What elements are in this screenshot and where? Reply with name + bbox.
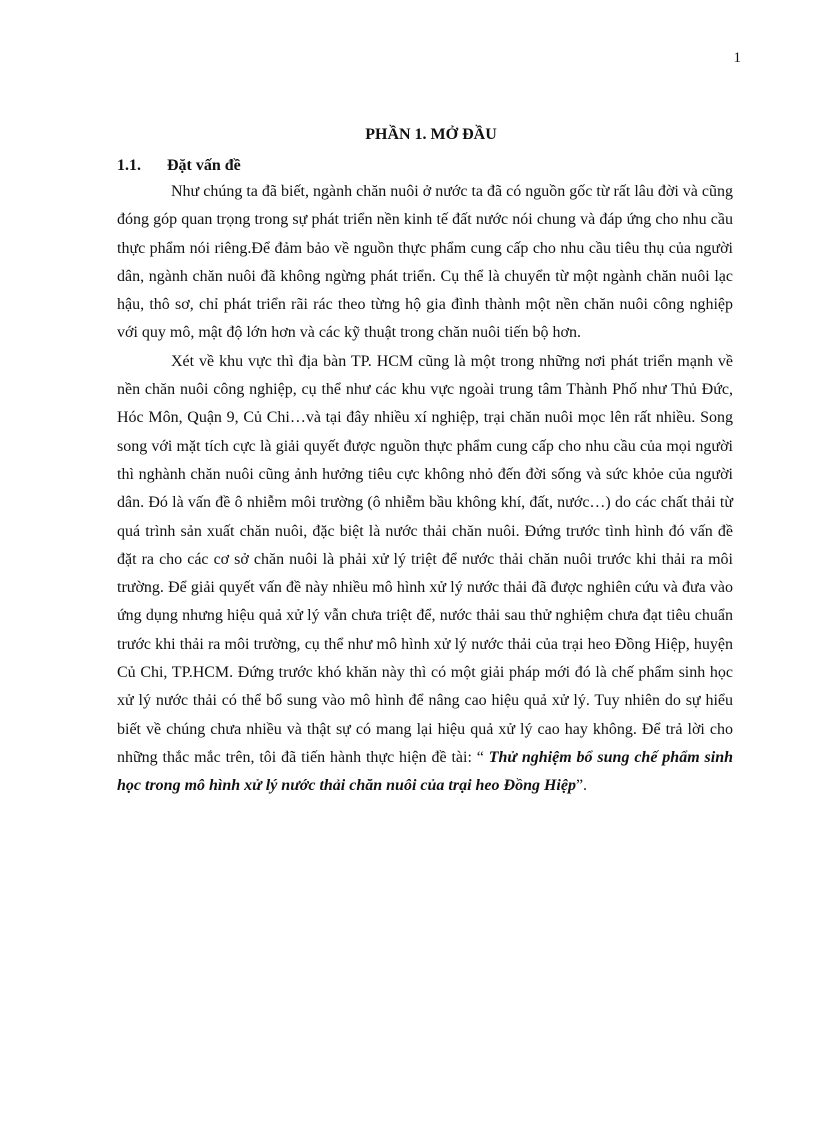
part-title: PHẦN 1. MỞ ĐẦU: [365, 126, 497, 143]
paragraph-2-text: Xét về khu vực thì địa bàn TP. HCM cũng là một trong những nơi phát triển mạnh về nền chăn nuôi công nghiệp, cụ thể như các khu vực ngoài trung tâm Thành Phố như Thủ Đức, Hóc Môn, Quận 9, Củ Chi…và tại đây nhiều xí nghiệp, trại chăn nuôi mọc lên rất nhiều. Song song với mặt tích cực là giải quyết được nguồn thực phẩm cung cấp cho nhu cầu của mọi người thì nghành chăn nuôi cũng ảnh hưởng tiêu cực không nhỏ đến đời sống và sức khỏe của người dân. Đó là vấn đề ô nhiễm môi trường (ô nhiễm bầu không khí, đất, nước…) do các chất thải từ quá trình sản xuất chăn nuôi, đặc biệt là nước thải chăn nuôi. Đứng trước tình hình đó vấn đề đặt ra cho các cơ sở chăn nuôi là phải xử lý triệt để nước thải chăn nuôi trước khi thải ra môi trường. Để giải quyết vấn đề này nhiều mô hình xử lý nước thải đã được nghiên cứu và đưa vào ứng dụng nhưng hiệu quả xử lý vẫn chưa triệt để, nước thải sau thử nghiệm chưa đạt tiêu chuẩn trước khi thải ra môi trường, cụ thể như mô hình xử lý nước thải của trại heo Đồng Hiệp, huyện Củ Chi, TP.HCM. Đứng trước khó khăn này thì có một giải pháp mới đó là chế phẩm sinh học xử lý nước thải có thể bổ sung vào mô hình để nâng cao hiệu quả xử lý. Tuy nhiên do sự hiểu biết về chúng chưa nhiều và thật sự có mang lại hiệu quả xử lý cao hay không. Để trả lời cho những thắc mắc trên, tôi đã tiến hành thực hiện đề tài: “: [117, 352, 733, 766]
section-heading: [117, 154, 733, 178]
page-number: 1: [733, 50, 741, 66]
section-number: 1.1.: [117, 157, 141, 174]
paragraph-1: Như chúng ta đã biết, ngành chăn nuôi ở nước ta đã có nguồn gốc từ rất lâu đời và cũng đóng góp quan trọng trong sự phát triển nền kinh tế đất nước nói chung và đáp ứng cho nhu cầu thực phẩm nói riêng.Để đảm bảo về nguồn thực phẩm cung cấp cho nhu cầu tiêu thụ của người dân, ngành chăn nuôi đã không ngừng phát triển. Cụ thể là chuyển từ một ngành chăn nuôi lạc hậu, thô sơ, chỉ phát triển rãi rác theo từng hộ gia đình thành một nền chăn nuôi công nghiệp với quy mô, mật độ lớn hơn và các kỹ thuật trong chăn nuôi tiến bộ hơn.: [117, 183, 733, 342]
thesis-title: Thử nghiệm bổ sung chế phẩm sinh học trong mô hình xử lý nước thải chăn nuôi của trại heo Đồng Hiệp: [117, 748, 733, 795]
paragraph-2-end: ”.: [575, 777, 588, 795]
paragraph-2: [117, 348, 733, 801]
section-title: Đặt vấn đề: [167, 157, 241, 174]
document-body: [117, 124, 733, 801]
